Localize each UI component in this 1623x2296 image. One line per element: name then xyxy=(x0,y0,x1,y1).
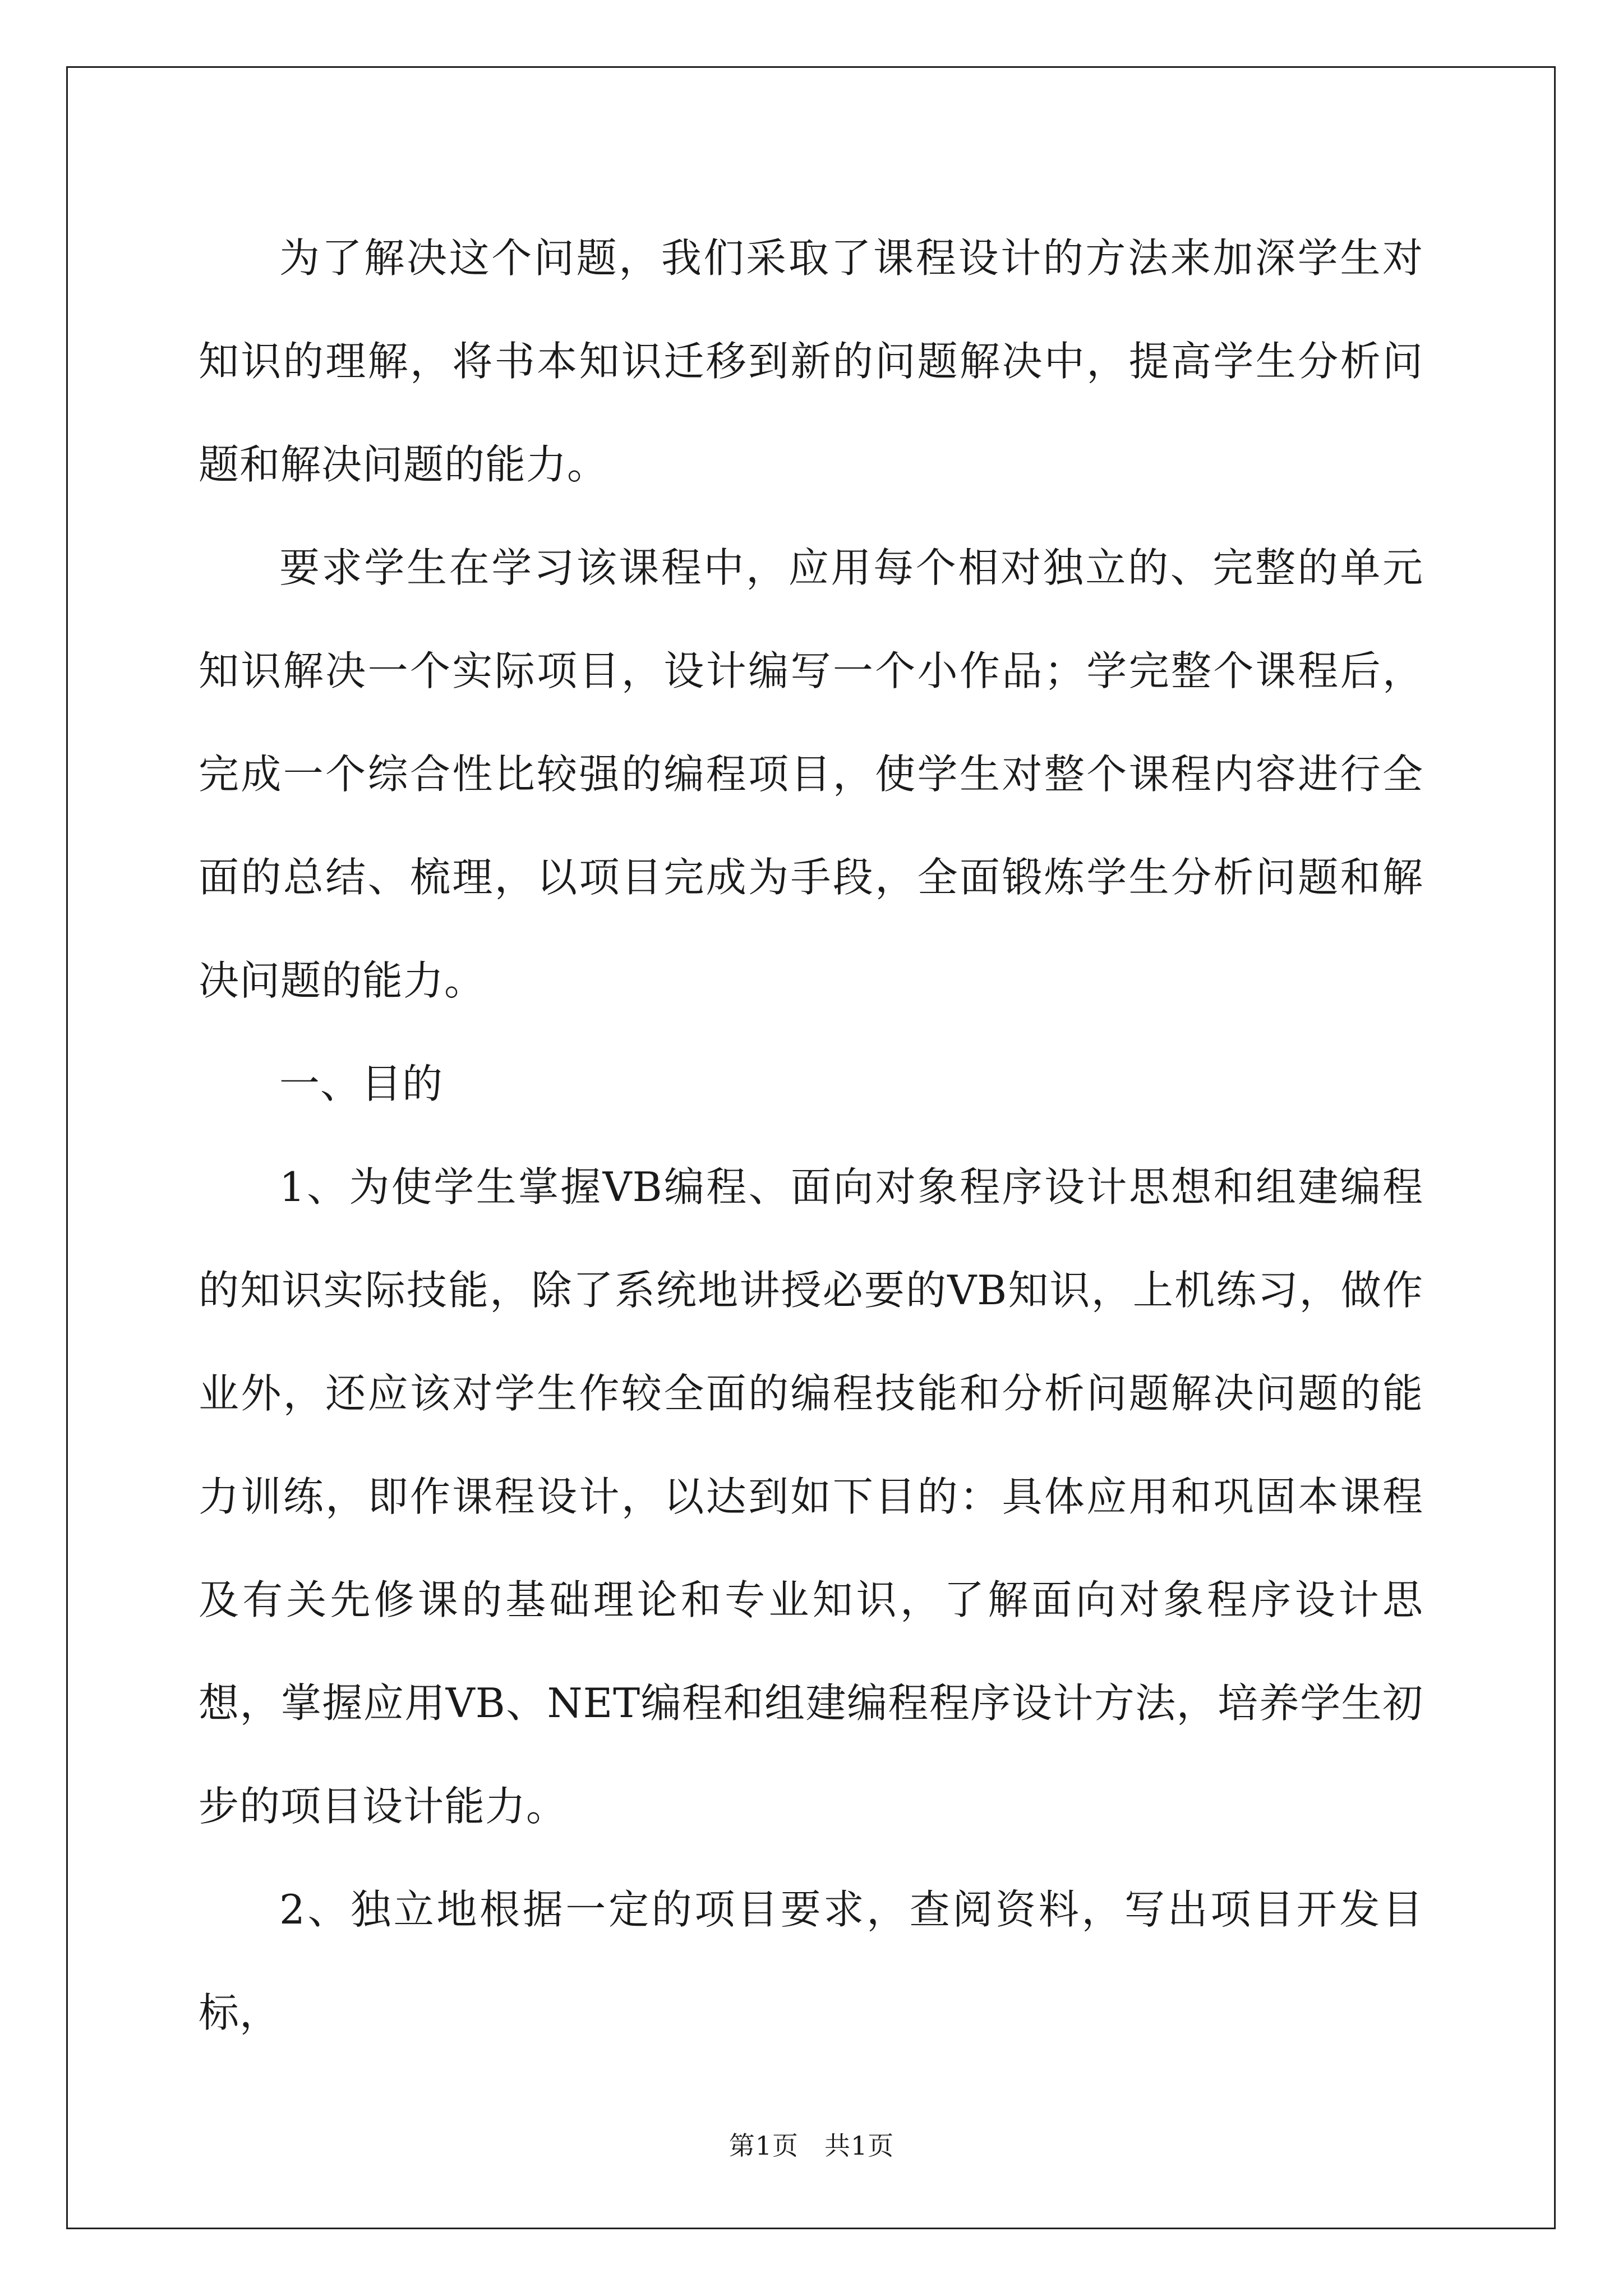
section-heading-purpose: 一、目的 xyxy=(279,1060,444,1107)
paragraph-purpose-2: 2、独立地根据一定的项目要求，查阅资料，写出项目开发目标， xyxy=(199,1886,1423,2036)
paragraph-purpose-1: 1、为使学生掌握VB编程、面向对象程序设计思想和组建编程的知识实际技能，除了系统地讲授必要的VB知识，上机练习，做作业外，还应该对学生作较全面的编程技能和分析问题解决问题的能力训练，即作课程设计，以达到如下目的：具体应用和巩固本课程及有关先修课的基础理论和专业知识，了解面向对象程序设计思想，掌握应用VB、NET编程和组建编程程序设计方法，培养学生初步的项目设计能力。 xyxy=(199,1163,1423,1830)
page-number-current: 第1页 xyxy=(728,2131,799,2161)
page-number-total: 共1页 xyxy=(824,2131,895,2161)
paragraph-requirements: 要求学生在学习该课程中，应用每个相对独立的、完整的单元知识解决一个实际项目，设计编写一个小作品；学完整个课程后，完成一个综合性比较强的编程项目，使学生对整个课程内容进行全面的总结、梳理，以项目完成为手段，全面锻炼学生分析问题和解决问题的能力。 xyxy=(199,544,1423,1004)
page-footer xyxy=(0,2129,1623,2162)
paragraph-intro: 为了解决这个问题，我们采取了课程设计的方法来加深学生对知识的理解，将书本知识迁移到新的问题解决中，提高学生分析问题和解决问题的能力。 xyxy=(199,234,1423,488)
document-body xyxy=(199,206,1423,2064)
